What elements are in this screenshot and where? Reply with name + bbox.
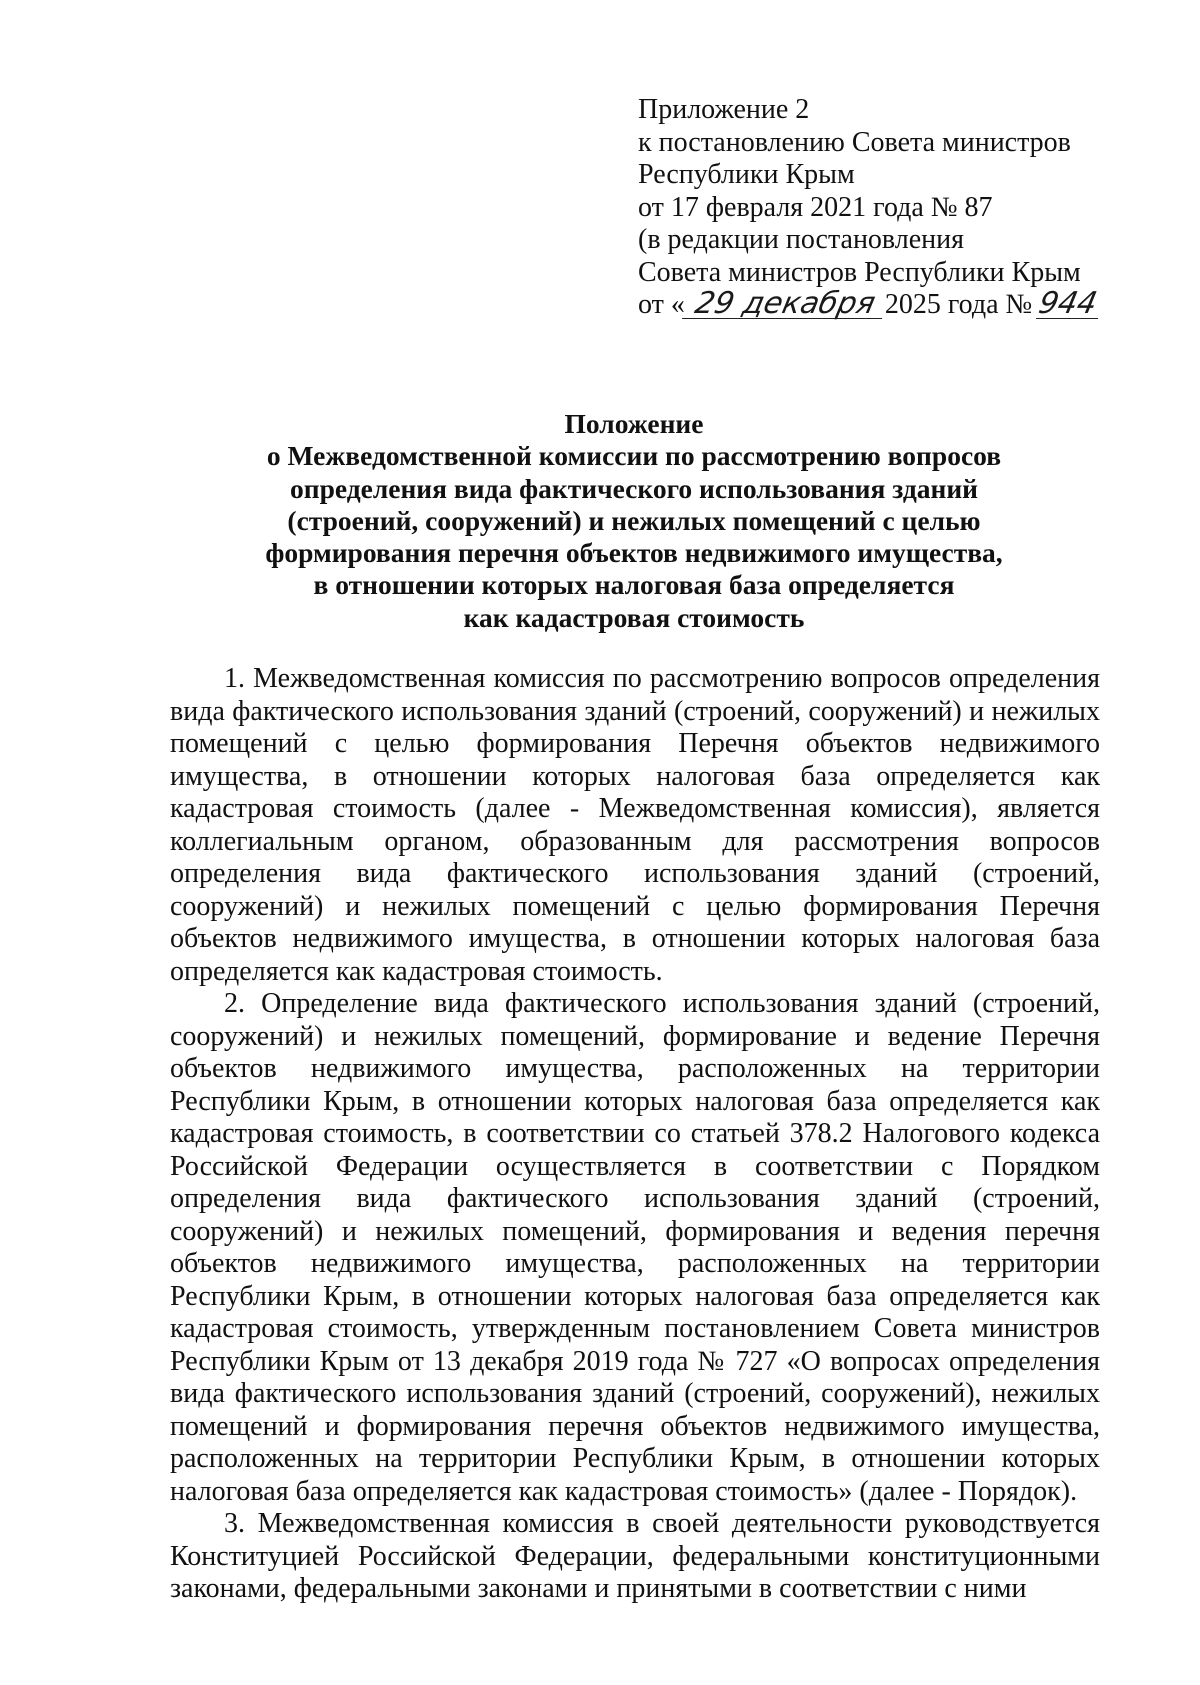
annex-line: Республики Крым — [638, 159, 855, 190]
title-line: (строений, сооружений) и нежилых помещений с целью — [287, 504, 981, 536]
annex-header — [638, 94, 1118, 322]
paragraph-1: 1. Межведомственная комиссия по рассмотрению вопросов определения вида фактического использования зданий (строений, сооружений) и нежилых помещений с целью формирования Перечня объектов недвижимого имущества, в отношении которых налоговая база определяется как кадастровая стоимость (далее - Межведомственная комиссия), является коллегиальным органом, образованным для рассмотрения вопросов определения вида фактического использования зданий (строений, сооружений) и нежилых помещений с целью формирования Перечня объектов недвижимого имущества, в отношении которых налоговая база определяется как кадастровая стоимость. — [170, 663, 1100, 987]
annex-line: к постановлению Совета министров — [638, 126, 1071, 158]
title-line: как кадастровая стоимость — [463, 601, 805, 633]
annex-signature-line — [638, 286, 1118, 322]
document-title — [170, 408, 1098, 634]
annex-line: (в редакции постановления — [638, 224, 965, 255]
annex-line: от 17 февраля 2021 года № 87 — [638, 191, 993, 223]
paragraph-2: 2. Определение вида фактического использования зданий (строений, сооружений) и нежилых помещений, формирование и ведение Перечня объектов недвижимого имущества, расположенных на территории Республики Крым, в отношении которых налоговая база определяется как кадастровая стоимость, в соответствии со статьей 378.2 Налогового кодекса Российской Федерации осуществляется в соответствии с Порядком определения вида фактического использования зданий (строений, сооружений) и нежилых помещений, формирования и ведения перечня объектов недвижимого имущества, расположенных на территории Республики Крым, в отношении которых налоговая база определяется как кадастровая стоимость, утвержденным постановлением Совета министров Республики Крым от 13 декабря 2019 года № 727 «О вопросах определения вида фактического использования зданий (строений, сооружений), нежилых помещений и формирования перечня объектов недвижимого имущества, расположенных на территории Республики Крым, в отношении которых налоговая база определяется как кадастровая стоимость» (далее - Порядок). — [170, 988, 1100, 1507]
handwritten-date: 29 декабря — [682, 290, 888, 319]
document-body — [170, 663, 1100, 1606]
title-line: о Межведомственной комиссии по рассмотрению вопросов — [266, 440, 1002, 472]
handwritten-number: 944 — [1036, 290, 1104, 319]
paragraph-3: 3. Межведомственная комиссия в своей деятельности руководствуется Конституцией Российской Федерации, федеральными конституционными законами, федеральными законами и принятыми в соответствии с ними — [170, 1508, 1100, 1604]
sig-middle: 2025 года № — [884, 289, 1033, 320]
title-line: определения вида фактического использования зданий — [289, 472, 979, 504]
annex-line: Приложение 2 — [638, 94, 810, 125]
title-line: в отношении которых налоговая база определяется — [313, 569, 955, 601]
sig-prefix: от « — [638, 289, 685, 320]
title-line: Положение — [564, 408, 704, 439]
annex-line: Совета министров Республики Крым — [638, 256, 1081, 288]
title-line: формирования перечня объектов недвижимого имущества, — [265, 537, 1003, 569]
